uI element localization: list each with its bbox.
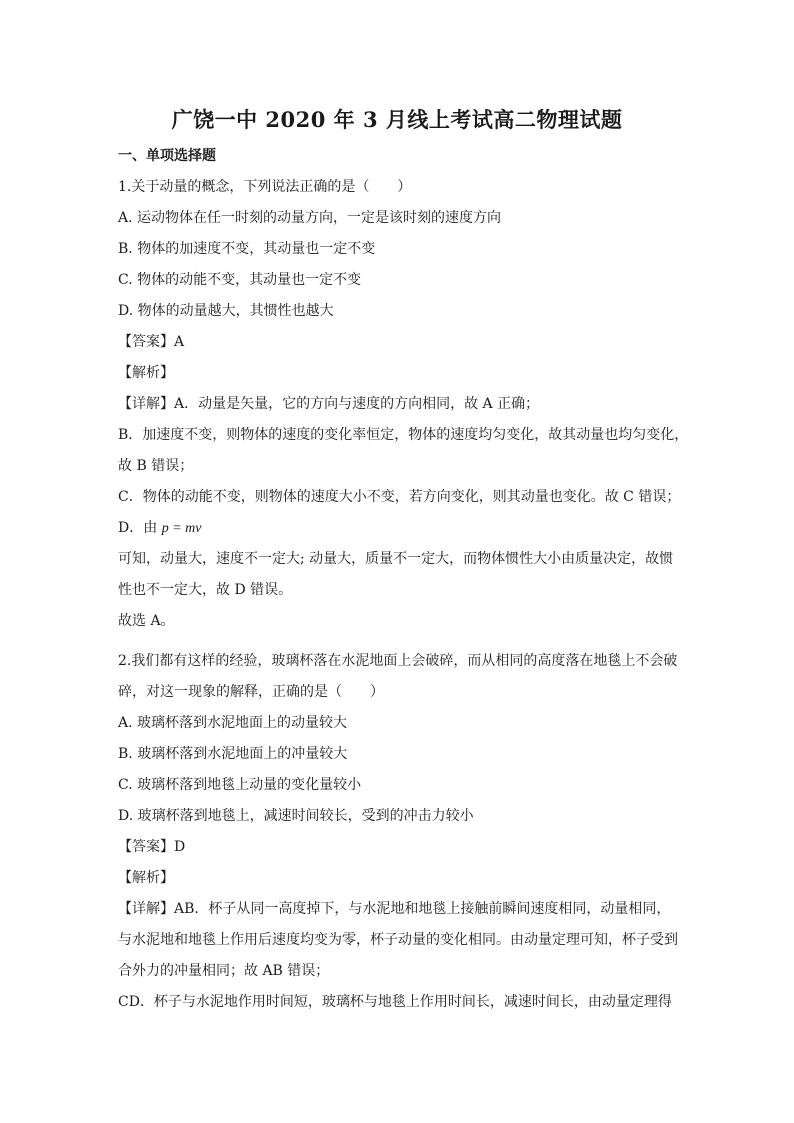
question-1-stem: 1.关于动量的概念，下列说法正确的是（ ） [118, 179, 412, 195]
section-heading: 一、单项选择题 [118, 148, 216, 164]
question-1-detail-line: B．加速度不变，则物体的速度的变化率恒定，物体的速度均匀变化，故其动量也均匀变化， [118, 427, 689, 443]
question-2-answer: 【答案】D [118, 839, 186, 855]
question-1-detail-line: 【详解】A．动量是矢量，它的方向与速度的方向相同，故 A 正确； [118, 396, 540, 412]
question-2-detail-line: 与水泥地和地毯上作用后速度均变为零，杯子动量的变化相同。由动量定理可知，杯子受到 [118, 932, 678, 948]
question-2-analysis-label: 【解析】 [118, 870, 174, 886]
question-1-option-c: C. 物体的动能不变，其动量也一定不变 [118, 272, 362, 288]
question-1-conclusion: 故选 A。 [118, 613, 175, 629]
question-2-detail-line: 【详解】AB．杯子从同一高度掉下，与水泥地和地毯上接触前瞬间速度相同，动量相同， [118, 901, 671, 917]
question-2-stem: 2.我们都有这样的经验，玻璃杯落在水泥地面上会破碎，而从相同的高度落在地毯上不会破 [118, 653, 678, 669]
question-1-option-d: D. 物体的动量越大，其惯性也越大 [118, 303, 334, 319]
question-2-option-b: B. 玻璃杯落到水泥地面上的冲量较大 [118, 746, 348, 762]
question-2-stem: 碎，对这一现象的解释，正确的是（ ） [118, 684, 384, 700]
question-1-detail-line: 可知，动量大，速度不一定大; 动量大，质量不一定大，而物体惯性大小由质量决定，故惯 [118, 551, 674, 567]
question-1-option-b: B. 物体的加速度不变，其动量也一定不变 [118, 241, 376, 257]
question-1-analysis-label: 【解析】 [118, 365, 174, 381]
question-1-option-a: A. 运动物体在任一时刻的动量方向，一定是该时刻的速度方向 [118, 210, 502, 226]
question-2-option-a: A. 玻璃杯落到水泥地面上的动量较大 [118, 715, 348, 731]
question-1-answer: 【答案】A [118, 334, 185, 350]
document-title: 广饶一中 2020 年 3 月线上考试高二物理试题 [171, 107, 623, 132]
formula-prefix: D．由 [118, 520, 162, 536]
question-1-detail-line: 故 B 错误； [118, 458, 194, 474]
question-2-option-c: C. 玻璃杯落到地毯上动量的变化量较小 [118, 777, 362, 793]
question-2-option-d: D. 玻璃杯落到地毯上，减速时间较长，受到的冲击力较小 [118, 808, 474, 824]
question-2-detail-line: 合外力的冲量相同；故 AB 错误； [118, 963, 330, 979]
question-2-detail-line: CD．杯子与水泥地作用时间短，玻璃杯与地毯上作用时间长，减速时间长，由动量定理得 [118, 994, 672, 1010]
question-1-formula-line [118, 519, 688, 538]
question-1-detail-line: C．物体的动能不变，则物体的速度大小不变，若方向变化，则其动量也变化。故 C 错误； [118, 489, 681, 505]
momentum-formula: p = mv [161, 521, 202, 536]
question-1-detail-line: 性也不一定大，故 D 错误。 [118, 582, 293, 598]
